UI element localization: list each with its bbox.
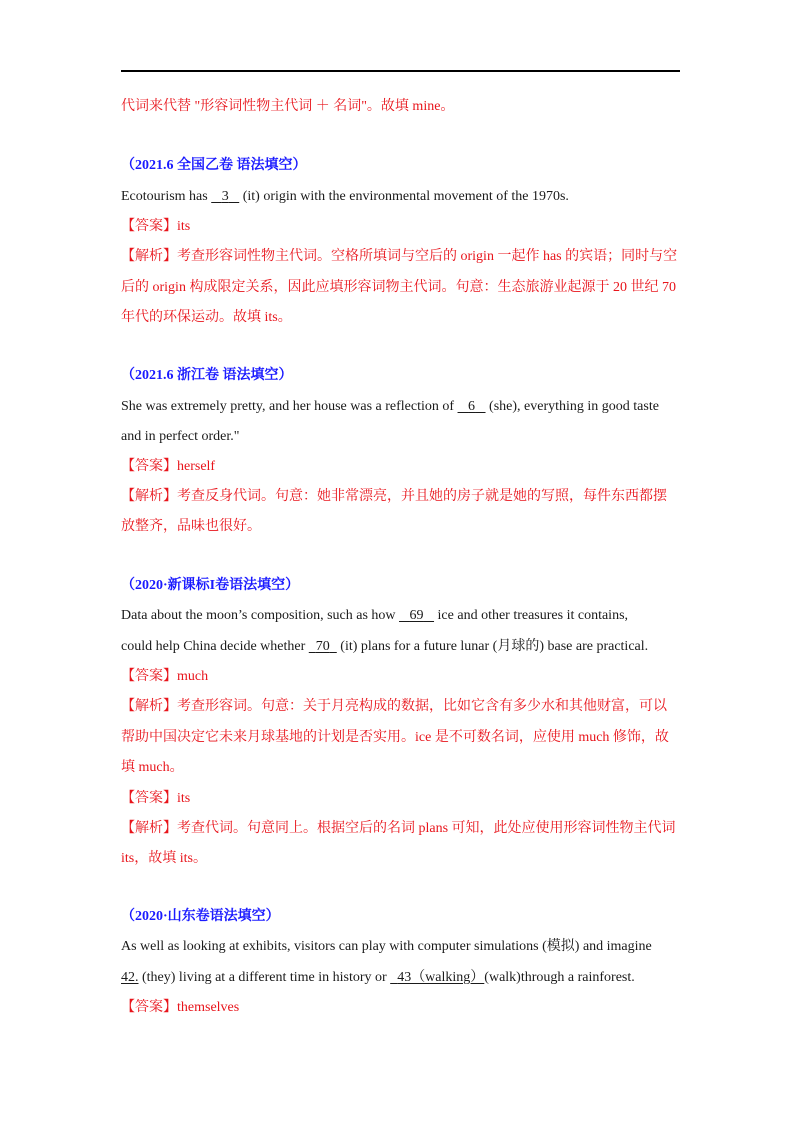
answer-label: 【答案】herself — [121, 459, 216, 474]
answer-blank: 70 — [315, 639, 330, 654]
header-rule — [121, 70, 680, 72]
analysis-line: its，故填 its。 — [121, 851, 207, 866]
analysis-line: 【解析】考查反身代词。句意：她非常漂亮，并且她的房子就是她的写照，每件东西都摆 — [121, 489, 667, 504]
answer-blank: 42. — [121, 970, 139, 985]
analysis-line: 【解析】考查形容词性物主代词。空格所填词与空后的 origin 一起作 has 的宾语；同时与空 — [121, 249, 678, 264]
intro-text: 代词来代替 "形容词性物主代词 ＋ 名词"。故填 mine。 — [121, 99, 455, 114]
section-title: （2020·山东卷语法填空） — [121, 909, 280, 924]
analysis-line: 帮助中国决定它未来月球基地的计划是否实用。ice 是不可数名词，应使用 much 修饰，故 — [121, 730, 669, 745]
answer-label: 【答案】its — [121, 219, 191, 234]
answer-blank: 43（walking） — [397, 970, 485, 985]
answer-label: 【答案】much — [121, 669, 209, 684]
analysis-line: 年代的环保运动。故填 its。 — [121, 310, 292, 325]
analysis-line: 放整齐，品味也很好。 — [121, 519, 261, 534]
answer-blank: 3 — [221, 189, 229, 204]
answer-label: 【答案】its — [121, 791, 191, 806]
analysis-line: 后的 origin 构成限定关系，因此应填形容词物主代词。句意：生态旅游业起源于 20 世纪 70 — [121, 280, 676, 295]
answer-label: 【答案】themselves — [121, 1000, 240, 1015]
question-text: She was extremely pretty, and her house was a reflection of 6 (she), everything in good taste — [121, 399, 659, 414]
question-text: Ecotourism has 3 (it) origin with the environmental movement of the 1970s. — [121, 189, 569, 204]
analysis-line: 【解析】考查形容词。句意：关于月亮构成的数据，比如它含有多少水和其他财富，可以 — [121, 699, 667, 714]
section-title: （2020·新课标I卷语法填空） — [121, 578, 300, 593]
question-text: As well as looking at exhibits, visitors can play with computer simulations (模拟) and imagine — [121, 939, 652, 954]
analysis-line: 【解析】考查代词。句意同上。根据空后的名词 plans 可知，此处应使用形容词性物主代词 — [121, 821, 676, 836]
question-text: Data about the moon’s composition, such as how 69 ice and other treasures it contains, — [121, 608, 629, 623]
question-text: could help China decide whether 70 (it) plans for a future lunar (月球的) base are practical. — [121, 639, 649, 654]
question-text: and in perfect order." — [121, 429, 240, 444]
section-title: （2021.6 浙江卷 语法填空） — [121, 368, 293, 383]
answer-blank: 69 — [409, 608, 424, 623]
answer-blank: 6 — [468, 399, 476, 414]
analysis-line: 填 much。 — [121, 760, 184, 775]
question-text: 42. (they) living at a different time in history or 43（walking）(walk)through a rainforest. — [121, 970, 635, 985]
section-title: （2021.6 全国乙卷 语法填空） — [121, 158, 307, 173]
